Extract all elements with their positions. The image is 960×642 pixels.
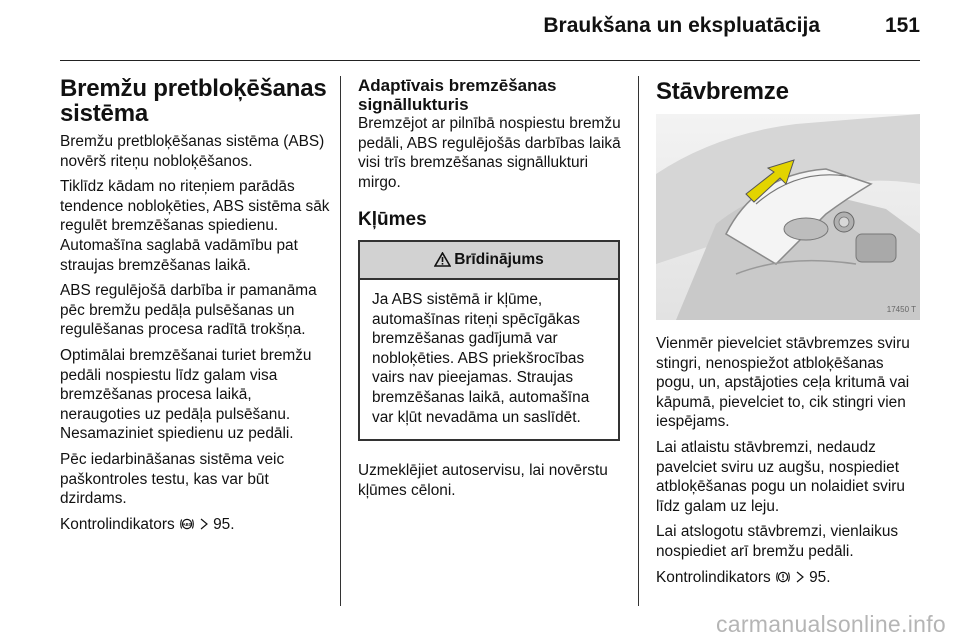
parking-brake-illustration <box>656 114 920 320</box>
header-rule <box>60 60 920 61</box>
watermark: carmanualsonline.info <box>715 611 946 637</box>
brake-light-paragraph: Bremzējot ar pilnībā nospiestu bremžu pedāli, ABS regulējošās darbības laikā visi trīs bremzēšanas signāllukturi mirgo. <box>358 115 621 191</box>
faults-heading: Kļūmes <box>358 209 427 231</box>
column-divider-2 <box>638 76 639 606</box>
warning-header <box>360 242 618 280</box>
parking-paragraph-3: Lai atslogotu stāvbremzi, vienlaikus nospiediet arī bremžu pedāli. <box>656 523 899 560</box>
abs-indicator-label: Kontrolindikators <box>60 515 175 533</box>
parking-brake-warning-icon <box>775 569 795 585</box>
warning-title: Brīdinājums <box>454 251 544 269</box>
abs-paragraph-2: Tiklīdz kādam no riteņiem parādās tendence nobloķēties, ABS sistēma sāk regulēt bremzēšanas spiedienu. Automašīna saglabā vadāmību pat straujas bremzēšanas laikā. <box>60 178 330 274</box>
page-number: 151 <box>884 14 920 37</box>
parking-paragraph-2: Lai atlaistu stāvbremzi, nedaudz pavelciet sviru uz augšu, nospiediet atbloķēšanas pogu un nolaidiet sviru līdz galam uz leju. <box>656 438 905 515</box>
parking-indicator-ref[interactable]: 95. <box>809 568 831 586</box>
abs-paragraph-1: Bremžu pretbloķēšanas sistēma (ABS) novērš riteņu nobloķēšanos. <box>60 133 325 170</box>
brake-light-heading: Adaptīvais bremzēšanas signāllukturis <box>358 76 557 114</box>
abs-indicator-line <box>60 515 330 535</box>
abs-paragraph-3: ABS regulējošā darbība ir pamanāma pēc bremžu pedāļa pulsēšanas un regulēšanas procesa radītā trokšņa. <box>60 282 317 339</box>
column-abs <box>60 76 330 540</box>
column-divider-1 <box>340 76 341 606</box>
parking-brake-heading: Stāvbremze <box>656 78 789 105</box>
page-ref-arrow-icon <box>199 516 213 533</box>
abs-warning-icon <box>179 516 199 532</box>
abs-paragraph-5: Pēc iedarbināšanas sistēma veic paškontroles testu, kas var būt dzirdams. <box>60 450 285 508</box>
parking-indicator-line <box>656 568 926 588</box>
warning-box <box>358 240 620 441</box>
image-code: 17450 T <box>886 305 916 315</box>
parking-paragraph-1: Vienmēr pievelciet stāvbremzes sviru stingri, nenospiežot atbloķēšanas pogu, un, apstājoties ceļa kritumā vai kāpumā, pievelciet to, cik stingri vien iespējams. <box>656 335 910 431</box>
abs-heading: Bremžu pretbloķēšanas sistēma <box>60 75 327 127</box>
column-brake-lights <box>358 76 623 506</box>
warning-text: Ja ABS sistēmā ir kļūme, automašīnas riteņi spēcīgākas bremzēšanas gadījumā var nobloķēties. ABS priekšrocības vairs nav pieejamas. Straujas bremzēšanas laikā, automašīna var kļūt nevadāma un saslīdēt. <box>372 290 590 426</box>
parking-indicator-label: Kontrolindikators <box>656 568 771 586</box>
page-ref-arrow-icon <box>795 569 809 586</box>
abs-indicator-ref[interactable]: 95. <box>213 515 235 533</box>
header-title: Braukšana un ekspluatācija <box>543 14 820 37</box>
column-parking-brake <box>656 76 926 593</box>
warning-triangle-icon <box>434 250 451 270</box>
svg-text:ABS: ABS <box>182 521 192 527</box>
abs-paragraph-4: Optimālai bremzēšanai turiet bremžu pedāli nospiestu līdz galam visa bremzēšanas procesa laikā, neraugoties uz pedāļa pulsēšanu. Nesamaziniet spiedienu uz pedāli. <box>60 346 312 443</box>
service-advice: Uzmeklējiet autoservisu, lai novērstu kļūmes cēloni. <box>358 462 608 499</box>
